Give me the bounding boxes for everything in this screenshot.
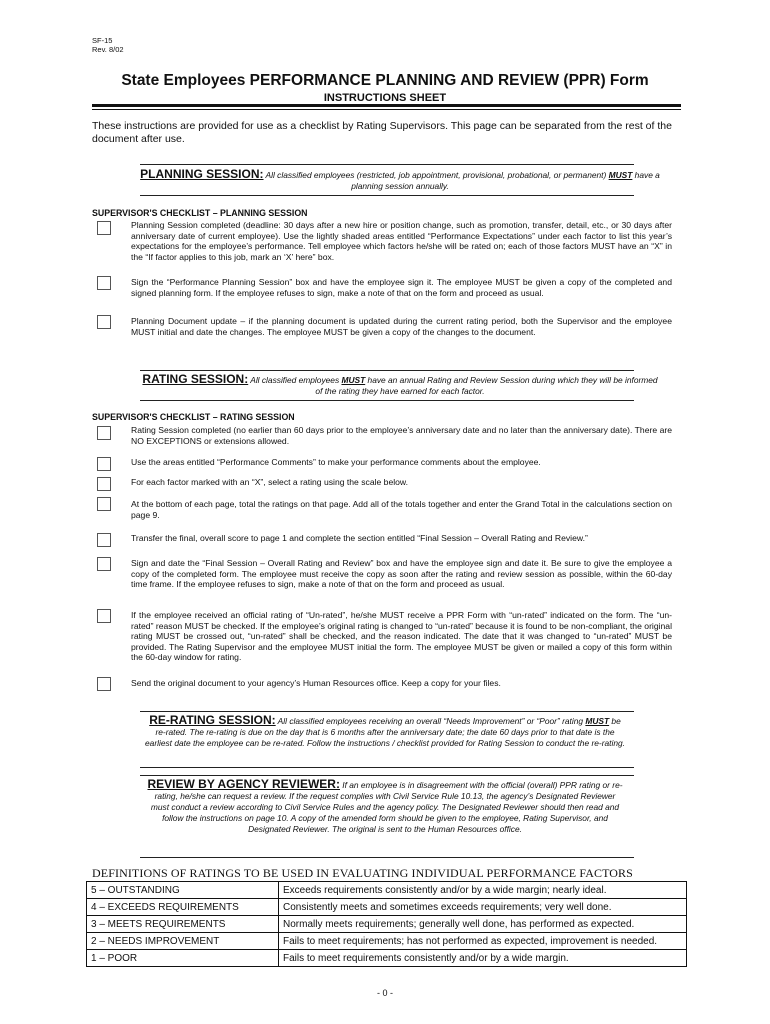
table-row xyxy=(87,899,687,916)
rating-description: Consistently meets and sometimes exceeds requirements; very well done. xyxy=(279,899,687,916)
rating-session-text-end: have an annual Rating and Review Session during which they will be informed of the rating they have earned for each factor. xyxy=(315,375,658,396)
definitions-table xyxy=(86,881,687,967)
rating-rule-top xyxy=(140,370,634,371)
rating-label: 5 – OUTSTANDING xyxy=(87,882,279,899)
page-subtitle: INSTRUCTIONS SHEET xyxy=(323,92,447,104)
rating-item-3: For each factor marked with an “X”, select a rating using the scale below. xyxy=(131,477,409,487)
rating-checkbox-7[interactable] xyxy=(97,609,111,623)
planning-checklist-title: SUPERVISOR'S CHECKLIST – PLANNING SESSION xyxy=(92,208,308,218)
definitions-title: DEFINITIONS OF RATINGS TO BE USED IN EVALUATING INDIVIDUAL PERFORMANCE FACTORS xyxy=(92,866,633,880)
rating-item-4: At the bottom of each page, total the ratings on that page. Add all of the totals together and enter the Grand Total in the calculations section on page 9. xyxy=(131,499,672,520)
rating-item-7: If the employee received an official rating of “Un-rated”, he/she MUST receive a PPR Form with “un-rated” indicated on the form. The “un-rated” reason MUST be checked. If the employee’s original rating is changed to “un-rated” because it is found to be non-compliant, the original rating MUST be crossed out, “un-rated” shall be checked, and the reason indicated. The date that it was changed to “un-rated” MUST be provided. The Rating Supervisor and the employee MUST initial the form. The employee MUST be given or mailed a copy of this form within the 60-day window for rating. xyxy=(131,610,672,662)
rerating-session-box xyxy=(145,715,625,749)
planning-session-box xyxy=(140,169,660,192)
rating-label: 3 – MEETS REQUIREMENTS xyxy=(87,916,279,933)
intro-text: These instructions are provided for use as a checklist by Rating Supervisors. This page can be separated from the rest of the document after use. xyxy=(92,120,672,145)
review-text: If an employee is in disagreement with the official (overall) PPR rating or re-rating, he/she can request a review. If the request complies with Civil Service Rule 10.13, the agency’s Designated Reviewer must conduct a review according to Civil Service Rules and the agency policy. The Designated Reviewer should then read and follow the instructions on page 10. A copy of the amended form should be given to the employee, Rating Supervisor, and Designated Reviewer. The original is sent to the Human Resources office. xyxy=(150,780,623,834)
rating-item-1: Rating Session completed (no earlier than 60 days prior to the employee’s anniversary date and no later than the anniversary date). There are NO EXCEPTIONS or extensions allowed. xyxy=(131,425,672,446)
rating-checkbox-4[interactable] xyxy=(97,497,111,511)
table-row xyxy=(87,882,687,899)
rating-rule-bottom xyxy=(140,400,634,401)
rating-item-5: Transfer the final, overall score to page 1 and complete the section entitled “Final Session – Overall Rating and Review.” xyxy=(131,533,588,543)
planning-item-2: Sign the “Performance Planning Session” box and have the employee sign it. The employee MUST be given a copy of the completed and signed planning form. If the employee refuses to sign, make a note of that on the form and proceed as usual. xyxy=(131,277,672,298)
form-revision: Rev. 8/02 xyxy=(92,45,124,54)
review-rule-bottom xyxy=(140,857,634,858)
planning-session-text: All classified employees (restricted, job appointment, provisional, probational, or permanent) xyxy=(263,170,609,180)
rating-description: Fails to meet requirements consistently and/or by a wide margin. xyxy=(279,950,687,967)
rating-checkbox-2[interactable] xyxy=(97,457,111,471)
rerating-rule-bottom xyxy=(140,767,634,768)
rating-label: 4 – EXCEEDS REQUIREMENTS xyxy=(87,899,279,916)
rating-checkbox-5[interactable] xyxy=(97,533,111,547)
table-row xyxy=(87,933,687,950)
form-code: SF-15 xyxy=(92,36,113,45)
rerating-session-heading: RE-RATING SESSION: xyxy=(149,713,276,727)
rating-must: MUST xyxy=(341,375,366,385)
rating-session-heading: RATING SESSION: xyxy=(142,372,249,386)
planning-rule-top xyxy=(140,164,634,165)
rating-checkbox-6[interactable] xyxy=(97,557,111,571)
planning-item-3: Planning Document update – if the planning document is updated during the current rating period, both the Supervisor and the employee MUST initial and date the changes. The employee MUST be given a copy of the changes to the document. xyxy=(131,316,672,337)
rating-session-box xyxy=(140,374,660,397)
rating-checkbox-3[interactable] xyxy=(97,477,111,491)
table-row xyxy=(87,916,687,933)
rating-label: 1 – POOR xyxy=(87,950,279,967)
rerating-must: MUST xyxy=(585,716,610,726)
rating-description: Exceeds requirements consistently and/or by a wide margin; nearly ideal. xyxy=(279,882,687,899)
rerating-session-text-end: be re-rated. The re-rating is due on the day that is 6 months after the anniversary date; the date 60 days prior to that date is the earliest date the employee can be re-rated. Follow the instructions / checklist provided for Rating Session to conduct the re-rating. xyxy=(145,716,625,748)
rating-item-8: Send the original document to your agency’s Human Resources office. Keep a copy for your files. xyxy=(131,678,501,688)
rating-item-2: Use the areas entitled “Performance Comments” to make your performance comments about the employee. xyxy=(131,457,541,467)
form-id xyxy=(92,36,124,54)
planning-checkbox-3[interactable] xyxy=(97,315,111,329)
rerating-rule-top xyxy=(140,711,634,712)
planning-rule-bottom xyxy=(140,195,634,196)
planning-checkbox-1[interactable] xyxy=(97,221,111,235)
planning-checkbox-2[interactable] xyxy=(97,276,111,290)
title-divider xyxy=(92,104,681,107)
rating-session-text: All classified employees xyxy=(248,375,342,385)
planning-must: MUST xyxy=(608,170,633,180)
review-rule-top xyxy=(140,775,634,776)
rating-checklist-title: SUPERVISOR'S CHECKLIST – RATING SESSION xyxy=(92,412,295,422)
review-box xyxy=(145,779,625,835)
rerating-session-text: All classified employees receiving an overall “Needs Improvement” or “Poor” rating xyxy=(275,716,586,726)
table-row xyxy=(87,950,687,967)
rating-description: Normally meets requirements; generally well done, has performed as expected. xyxy=(279,916,687,933)
planning-session-heading: PLANNING SESSION: xyxy=(140,167,264,181)
rating-checkbox-1[interactable] xyxy=(97,426,111,440)
rating-label: 2 – NEEDS IMPROVEMENT xyxy=(87,933,279,950)
planning-item-1: Planning Session completed (deadline: 30 days after a new hire or position change, such as promotion, transfer, detail, etc., or 30 days after anniversary date of current employee). Use the lightly shaded areas entitled “Performance Expectations” under each factor to list this year’s expectations for the employee’s performance. Tell employee which factors he/she will be rated on; each of those factors MUST have an “X” in the “If factor applies to this job, mark an ‘X’ here” box. xyxy=(131,220,672,262)
page-title: State Employees PERFORMANCE PLANNING AND REVIEW (PPR) Form xyxy=(121,72,649,89)
title-divider-thin xyxy=(92,109,681,110)
page-number: - 0 - xyxy=(376,988,393,998)
rating-item-6: Sign and date the “Final Session – Overall Rating and Review” box and have the employee sign and date it. Be sure to give the employee a copy of the completed form. The employee must receive the copy as soon after the rating and review session as possible, within the 60-day time frame. If the employee refuses to sign, make a note of that on the form and proceed as usual. xyxy=(131,558,672,589)
review-heading: REVIEW BY AGENCY REVIEWER: xyxy=(147,777,340,791)
rating-description: Fails to meet requirements; has not performed as expected, improvement is needed. xyxy=(279,933,687,950)
rating-checkbox-8[interactable] xyxy=(97,677,111,691)
planning-session-text-end: have a planning session annually. xyxy=(351,170,660,191)
